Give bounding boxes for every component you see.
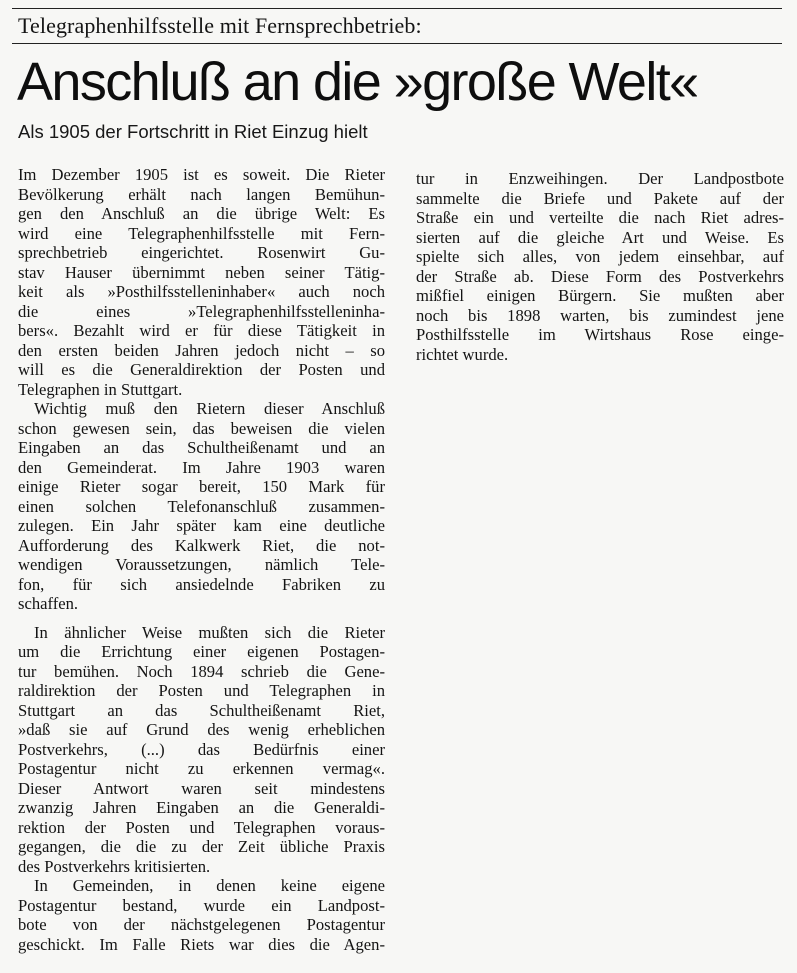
paragraph-gap [18, 614, 385, 623]
text-line: fon, für sich ansiedelnde Fabriken zu [18, 574, 385, 594]
text-line: Posthilfsstelle im Wirtshaus Rose einge- [416, 325, 784, 344]
text-line: tur in Enzweihingen. Der Landpostbote [416, 169, 784, 188]
text-line: tur bemühen. Noch 1894 schrieb die Gene- [18, 661, 385, 681]
text-line: Dieser Antwort waren seit mindestens [18, 778, 385, 798]
article-subheadline: Als 1905 der Fortschritt in Riet Einzug hielt [18, 121, 368, 142]
text-line: noch bis 1898 warten, bis zumindest jene [416, 305, 784, 325]
text-line: gen den Anschluß an die übrige Welt: Es [18, 204, 385, 223]
text-line: Aufforderung des Kalkwerk Riet, die not- [18, 535, 385, 555]
text-line: Postagentur nicht zu erkennen vermag«. [18, 759, 385, 778]
text-line: um die Errichtung einer eigenen Postagen- [18, 642, 385, 661]
text-line: bers«. Bezahlt wird er für diese Tätigkeit in [18, 321, 385, 340]
text-line: bote von der nächstgelegenen Postagentur [18, 915, 385, 934]
text-line: mißfiel einigen Bürgern. Sie mußten aber [416, 286, 784, 305]
article-column-left [18, 165, 385, 954]
text-line: keit als »Posthilfsstelleninhaber« auch noch [18, 282, 385, 301]
text-line: richtet wurde. [416, 344, 509, 364]
text-line: sammelte die Briefe und Pakete auf der [416, 188, 784, 208]
text-line: zwanzig Jahren Eingaben an die Generaldi- [18, 798, 385, 817]
text-line: rektion der Posten und Telegraphen voraus- [18, 817, 385, 837]
text-line: schaffen. [18, 594, 79, 613]
article-column-right [416, 169, 784, 364]
text-line: Straße ein und verteilte die nach Riet adres- [416, 208, 784, 227]
text-line: spielte sich alles, von jedem einsehbar, auf [416, 247, 784, 266]
text-line: In ähnlicher Weise mußten sich die Rieter [34, 622, 385, 642]
text-line: wendigen Voraussetzungen, nämlich Tele- [18, 555, 385, 574]
text-line: sierten auf die gleiche Art und Weise. Es [416, 227, 784, 247]
text-line: der Straße ab. Diese Form des Postverkehrs [416, 266, 784, 286]
text-line: In Gemeinden, in denen keine eigene [34, 876, 385, 895]
text-line: zulegen. Ein Jahr später kam eine deutliche [18, 516, 385, 535]
text-line: will es die Generaldirektion der Posten und [18, 360, 385, 379]
text-line: Eingaben an das Schultheißenamt und an [18, 438, 385, 457]
text-line: Bevölkerung erhält nach langen Bemühun- [18, 184, 385, 204]
text-line: den Gemeinderat. Im Jahre 1903 waren [18, 457, 385, 477]
text-line: Telegraphen in Stuttgart. [18, 379, 183, 399]
text-line: die eines »Telegraphenhilfsstelleninha- [18, 301, 385, 321]
text-line: einen solchen Telefonanschluß zusammen- [18, 496, 385, 516]
article-headline: Anschluß an die »große Welt« [17, 52, 698, 112]
text-line: Im Dezember 1905 ist es soweit. Die Rieter [18, 165, 385, 184]
article-kicker: Telegraphenhilfsstelle mit Fernsprechbetrieb: [18, 13, 422, 38]
text-line: Postverkehrs, (...) das Bedürfnis einer [18, 739, 385, 759]
text-line: stav Hauser übernimmt neben seiner Tätig- [18, 262, 385, 282]
text-line: geschickt. Im Falle Riets war dies die Agen- [18, 934, 385, 954]
text-line: des Postverkehrs kritisierten. [18, 856, 211, 876]
text-line: sprechbetrieb eingerichtet. Rosenwirt Gu- [18, 243, 385, 262]
kicker-rule [12, 43, 782, 44]
text-line: einige Rieter sogar bereit, 150 Mark für [18, 477, 385, 496]
text-line: den ersten beiden Jahren jedoch nicht – so [18, 340, 385, 360]
text-line: Wichtig muß den Rietern dieser Anschluß [34, 399, 385, 418]
text-line: wird eine Telegraphenhilfsstelle mit Fern- [18, 223, 385, 243]
text-line: Stuttgart an das Schultheißenamt Riet, [18, 700, 385, 720]
top-rule [12, 8, 782, 9]
text-line: schon gewesen sein, das beweisen die vielen [18, 418, 385, 438]
text-line: Postagentur bestand, wurde ein Landpost- [18, 895, 385, 915]
text-line: »daß sie auf Grund des wenig erheblichen [18, 720, 385, 739]
text-line: gegangen, die die zu der Zeit übliche Praxis [18, 837, 385, 856]
text-line: raldirektion der Posten und Telegraphen in [18, 681, 385, 700]
